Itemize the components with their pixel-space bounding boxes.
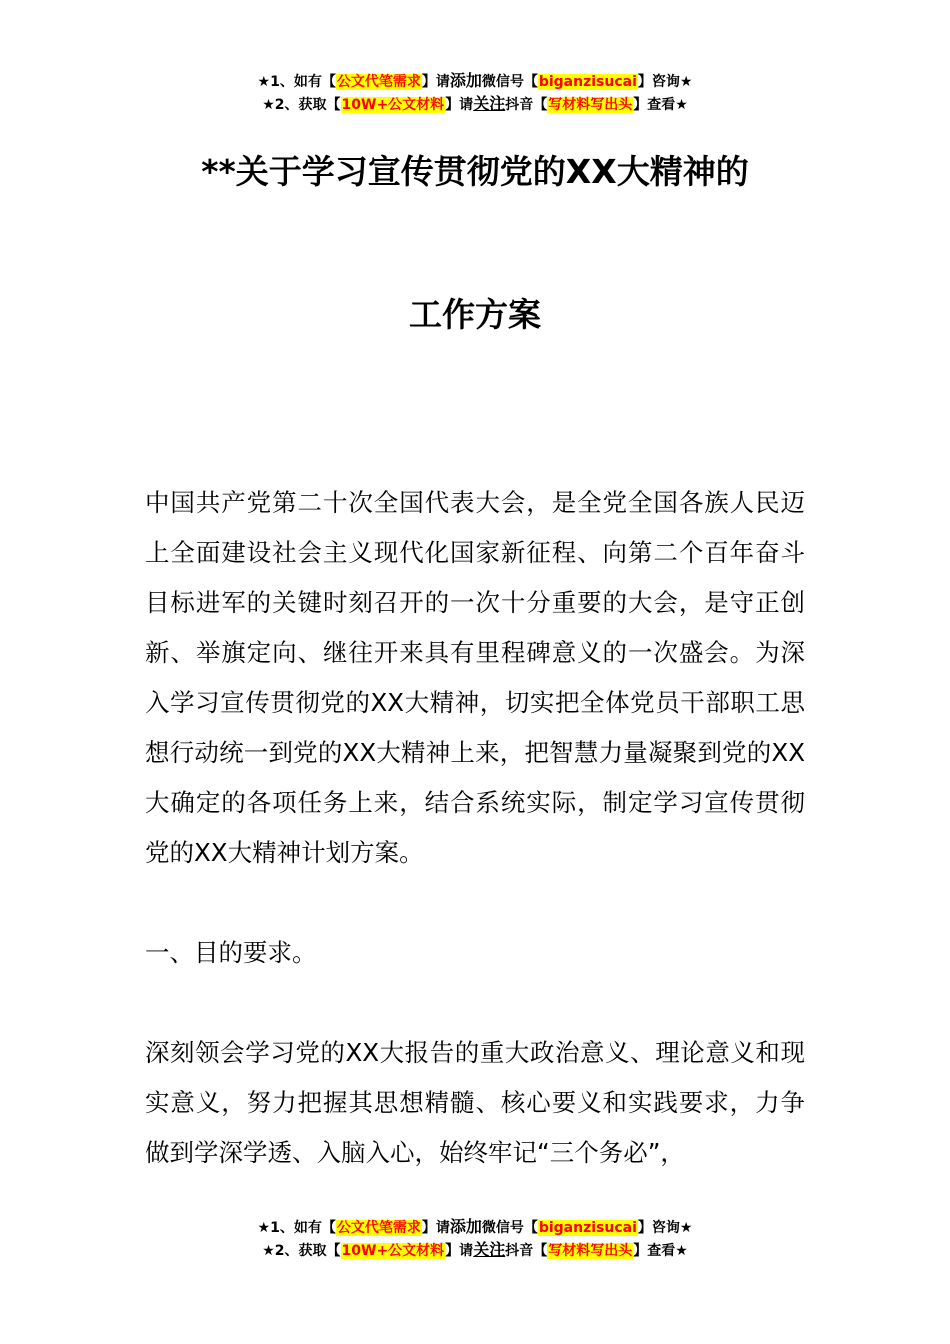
banner-line-2 <box>0 1239 950 1262</box>
banner-highlight: 写材料写出头 <box>548 97 633 113</box>
banner-text: 】咨询★ <box>637 1220 693 1236</box>
banner-highlight: 公文代笔需求 <box>336 74 421 90</box>
banner-line-2 <box>0 93 950 116</box>
banner-line-1 <box>0 1216 950 1239</box>
banner-highlight: biganzisucai <box>538 1220 637 1236</box>
banner-text: 】查看★ <box>633 97 688 113</box>
banner-highlight: biganzisucai <box>538 74 637 90</box>
banner-text: 】咨询★ <box>637 74 693 90</box>
banner-text: 】请 <box>421 1220 450 1236</box>
banner-emphasis: 添加 <box>449 71 482 90</box>
banner-highlight: 写材料写出头 <box>548 1243 633 1259</box>
banner-text: 】请 <box>445 1243 474 1259</box>
banner-emphasis: 关注 <box>473 1240 506 1259</box>
header-banner <box>0 70 950 116</box>
document-title: **关于学习宣传贯彻党的XX大精神的 <box>201 152 749 191</box>
banner-emphasis: 关注 <box>473 94 506 113</box>
section-paragraph: 深刻领会学习党的XX大报告的重大政治意义、理论意义和现实意义，努力把握其思想精髓、核心要义和实践要求，力争做到学深学透、入脑入心，始终牢记“三个务必”， <box>145 1038 805 1167</box>
banner-emphasis: 添加 <box>449 1217 482 1236</box>
banner-highlight: 10W+公文材料 <box>341 97 445 113</box>
banner-highlight: 公文代笔需求 <box>336 1220 421 1236</box>
banner-text: 微信号【 <box>481 1220 538 1236</box>
banner-text: 】请 <box>421 74 450 90</box>
document-title-continued: 工作方案 <box>409 295 541 334</box>
banner-text: ★1、如有【 <box>257 74 336 90</box>
banner-text: 抖音【 <box>505 1243 548 1259</box>
banner-highlight: 10W+公文材料 <box>341 1243 445 1259</box>
intro-paragraph: 中国共产党第二十次全国代表大会，是全党全国各族人民迈上全面建设社会主义现代化国家新征程、向第二个百年奋斗目标进军的关键时刻召开的一次十分重要的大会，是守正创新、举旗定向、继往开来具有里程碑意义的一次盛会。为深入学习宣传贯彻党的XX大精神，切实把全体党员干部职工思想行动统一到党的XX大精神上来，把智慧力量凝聚到党的XX大确定的各项任务上来，结合系统实际，制定学习宣传贯彻党的XX大精神计划方案。 <box>145 488 805 867</box>
banner-text: ★2、获取【 <box>262 97 341 113</box>
banner-text: ★2、获取【 <box>262 1243 341 1259</box>
banner-text: ★1、如有【 <box>257 1220 336 1236</box>
footer-banner <box>0 1216 950 1262</box>
banner-text: 抖音【 <box>505 97 548 113</box>
banner-text: 】请 <box>445 97 474 113</box>
banner-line-1 <box>0 70 950 93</box>
section-heading: 一、目的要求。 <box>145 938 317 967</box>
banner-text: 】查看★ <box>633 1243 688 1259</box>
banner-text: 微信号【 <box>481 74 538 90</box>
